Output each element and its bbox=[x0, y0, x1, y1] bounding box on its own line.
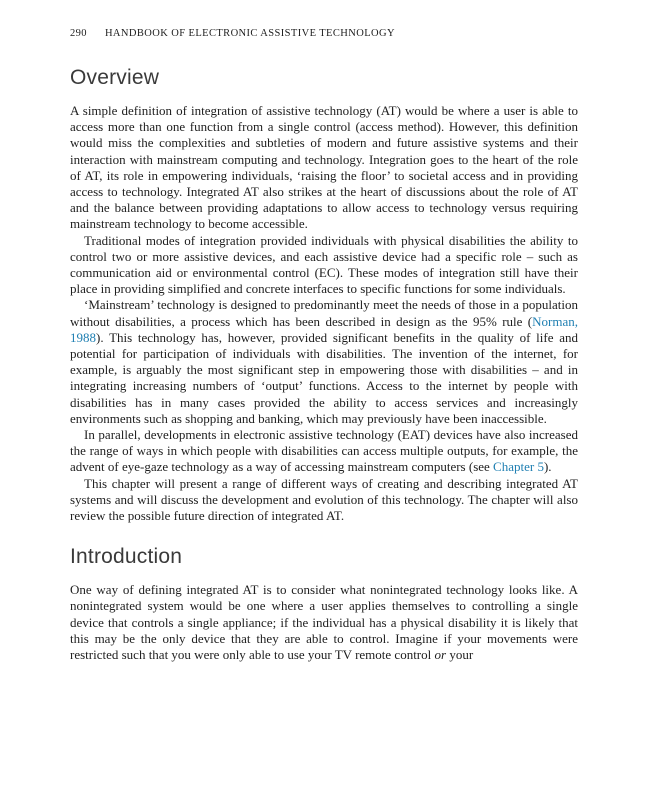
paragraph-overview-3 bbox=[70, 297, 578, 427]
running-title: HANDBOOK OF ELECTRONIC ASSISTIVE TECHNOLOGY bbox=[104, 28, 395, 39]
chapter-5-link[interactable]: Chapter 5 bbox=[493, 459, 544, 475]
paragraph-introduction-1 bbox=[70, 582, 578, 663]
paragraph-overview-4 bbox=[70, 427, 578, 476]
paragraph-text: One way of defining integrated AT is to consider what nonintegrated technology looks like. A nonintegrated system would be one where a user applies themselves to controlling a single device that controls a single appliance; if the individual has a physical disability it is likely that this may be the only device that they are able to control. Imagine if your movements were restricted such that you were only able to use your TV remote control bbox=[70, 582, 578, 663]
paragraph-text: your bbox=[446, 647, 474, 663]
paragraph-text: ). bbox=[543, 459, 552, 475]
overview-section bbox=[70, 103, 578, 524]
paragraph-text: In parallel, developments in electronic assistive technology (EAT) devices have also increased the range of ways in which people with disabilities can access multiple outputs, for example, the advent of eye-gaze technology as a way of accessing mainstream computers (see bbox=[70, 427, 578, 475]
paragraph-text: This chapter will present a range of different ways of creating and describing integrated AT systems and will discuss the development and evolution of this technology. The chapter will also review the possible future direction of integrated AT. bbox=[70, 475, 578, 524]
running-header bbox=[70, 28, 578, 39]
paragraph-overview-5 bbox=[70, 476, 578, 525]
section-heading-overview: Overview bbox=[70, 66, 160, 89]
page-number: 290 bbox=[70, 28, 87, 39]
italic-text: or bbox=[434, 647, 447, 663]
introduction-section bbox=[70, 582, 578, 663]
section-heading-introduction: Introduction bbox=[70, 545, 183, 569]
paragraph-text: A simple definition of integration of assistive technology (AT) would be where a user is able to access more than one function from a single control (access method). However, this definition would miss the complexities and subtleties of modern and future assistive systems and their interaction with mainstream computing and technology. Integration goes to the heart of the role of AT, its role in empowering individuals, ‘raising the floor’ to societal access and in providing access to technology. Integrated AT also strikes at the heart of discussions about the role of AT and the balance between providing adaptations to allow access to technology versus requiring mainstream technology to become accessible. bbox=[70, 103, 578, 232]
paragraph-overview-2 bbox=[70, 233, 578, 298]
paragraph-text: ). This technology has, however, provided significant benefits in the quality of life and potential for participation of individuals with disabilities. The invention of the internet, for example, is arguably the most significant step in empowering those with disabilities – and in integrating increasing numbers of ‘output’ functions. Access to the internet by people with disabilities has in many cases provided the ability to access services and increasingly environments such as shopping and banking, which may previously have been inaccessible. bbox=[70, 329, 578, 426]
paragraph-overview-1 bbox=[70, 103, 578, 233]
citation-link-norman-1988[interactable]: Norman, 1988 bbox=[70, 313, 578, 345]
paragraph-text: ‘Mainstream’ technology is designed to predominantly meet the needs of those in a population without disabilities, a process which has been described in design as the 95% rule ( bbox=[70, 297, 578, 329]
paragraph-text: Traditional modes of integration provided individuals with physical disabilities the ability to control two or more assistive devices, and each assistive device had a specific role – such as communication aid or environmental control (EC). These modes of integration still have their place in providing simplified and concrete interfaces to specific functions for some individuals. bbox=[70, 232, 578, 297]
